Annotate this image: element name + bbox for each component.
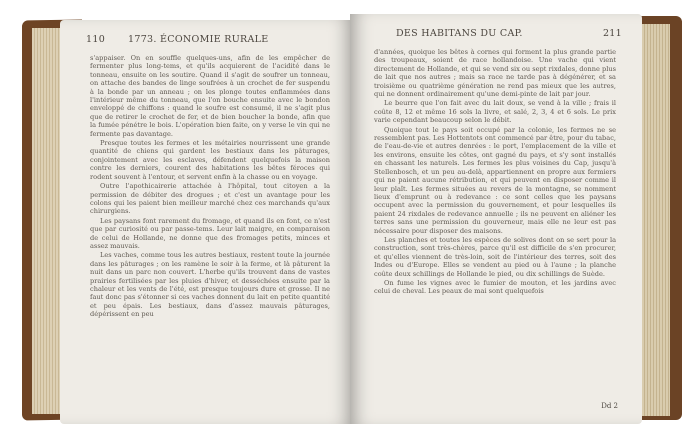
left-running-head: 1773. ÉCONOMIE RURALE [128, 34, 269, 45]
right-paragraph: Le beurre que l'on fait avec du lait doux, se vend à la ville ; frais il coûte 8, 12 et même 16 sols la livre, et salé, 2, 3, 4 et 6 sols. Le prix varie cependant beaucoup selon le débit. [374, 99, 616, 125]
left-paragraph: Presque toutes les fermes et les métairies nourrissent une grande quantité de chiens qui gardent les bestiaux dans les pâturages, conjointement avec les esclaves, défendent quelquefois la maison contre les derniers, courent des habitations les bêtes féroces qui rodent souvent à l'entour, et servent enfin à la chasse ou en voyage. [90, 139, 330, 181]
right-paragraph: d'années, quoique les bêtes à cornes qui forment la plus grande partie des troupeaux, soient de race hollandoise. Une vache qui vient directement de Hollande, et qui se vend six ou sept rixdales, donne plus de lait que nos autres ; mais sa race ne tarde pas à dégénérer, et sa troisième ou quatrième génération ne rend pas mieux que les autres, qui ne donnent ordinairement qu'une demi-pinte de lait par jour. [374, 48, 616, 99]
left-paragraph: Les paysans font rarement du fromage, et quand ils en font, ce n'est que par curiosité ou par passe-tems. Leur lait maigre, en comparaison de celui de Hollande, ne donne que des fromages petits, minces et assez mauvais. [90, 216, 330, 250]
left-paragraph: s'appaiser. On en souffle quelques-uns, afin de les empêcher de fermenter plus long-tems, et qu'ils acquierent de l'acidité dans le tonneau, ensuite on les soutire. Quand il s'agit de soufrer un tonneau, on attache des bandes de linge soufrées à un crochet de fer suspendu à la bonde par un anneau ; on les plonge toutes enflammées dans l'intérieur même du tonneau, que l'on bouche ensuite avec le bondon enveloppé de chiffons : quand le soufre est consumé, il ne s'agit plus que de retirer le crochet de fer, et de bien boucher la bonde, afin que la fumée pénétre le bois. L'opération bien faite, on y verse le vin qui ne fermente pas davantage. [90, 54, 330, 138]
right-page-text [374, 48, 616, 400]
left-page [60, 20, 352, 424]
left-paragraph: Outre l'apothicairerie attachée à l'hôpital, tout citoyen a la permission de débiter des drogues ; et c'est un avantage pour les colons qui les paient bien meilleur marché chez ces marchands qu'aux chirurgiens. [90, 182, 330, 216]
left-page-number: 110 [86, 34, 106, 45]
right-page-number: 211 [602, 28, 622, 39]
right-page [350, 14, 642, 424]
right-running-head: DES HABITANS DU CAP. [396, 28, 523, 39]
left-page-header [86, 34, 332, 48]
left-page-text [90, 54, 330, 414]
right-paragraph: On fume les vignes avec le fumier de mouton, et les jardins avec celui de cheval. Les peaux de mai sont quelquefois [374, 278, 616, 296]
left-paragraph: Les vaches, comme tous les autres bestiaux, restent toute la journée dans les pâturages ; on les ramène le soir à la ferme, et là pâturent la nuit dans un parc non couvert. L'herbe qu'ils trouvent dans de vastes prairies fertilisées par les pluies d'hiver, et desséchées ensuite par la chaleur et les vents de l'été, est presque toujours dure et grosse. Il ne faut donc pas s'étonner si ces vaches donnent du lait en petite quantité et peu épais. Les bestiaux, dans d'assez mauvais pâturages, dépérissent en peu [90, 251, 330, 319]
right-paragraph: Quoique tout le pays soit occupé par la colonie, les fermes ne se ressemblent pas. Les Hottentots ont commencé par être, pour du tabac, de l'eau-de-vie et autres denrées : le port, l'emplacement de la ville et les environs, ensuite les côtes, ont gagné du pays, et s'y sont installés en chassant les naturels. Les fermes les plus voisines du Cap, jusqu'à Stellenbosch, et un peu au-delà, appartiennent en propre aux fermiers qui ne paient aucune rétribution, et qui peuvent en disposer comme il leur plaît. Les fermes situées au revers de la montagne, se nomment lieux d'emprunt ou à redevance : ce sont celles que les paysans occupent avec la permission du gouvernement, et pour lesquelles ils paient 24 rixdales de redevance annuelle ; ils ne peuvent en aliéner les terres sans une permission du gouverneur, mais elle ne leur est pas nécessaire pour disposer des maisons. [374, 125, 616, 235]
signature-mark: Dd 2 [601, 402, 618, 410]
open-book [22, 14, 682, 426]
right-paragraph: Les planches et toutes les espèces de solives dont on se sert pour la construction, sont très-chères, parce qu'il est difficile de s'en procurer, et qu'elles viennent de très-loin, soit de l'intérieur des terres, soit des Indes ou d'Europe. Elles se vendent au pied ou à l'aune ; la planche coûte deux schillings de Hollande le pied, ou dix schillings de Suède. [374, 235, 616, 278]
right-page-header [376, 28, 622, 42]
